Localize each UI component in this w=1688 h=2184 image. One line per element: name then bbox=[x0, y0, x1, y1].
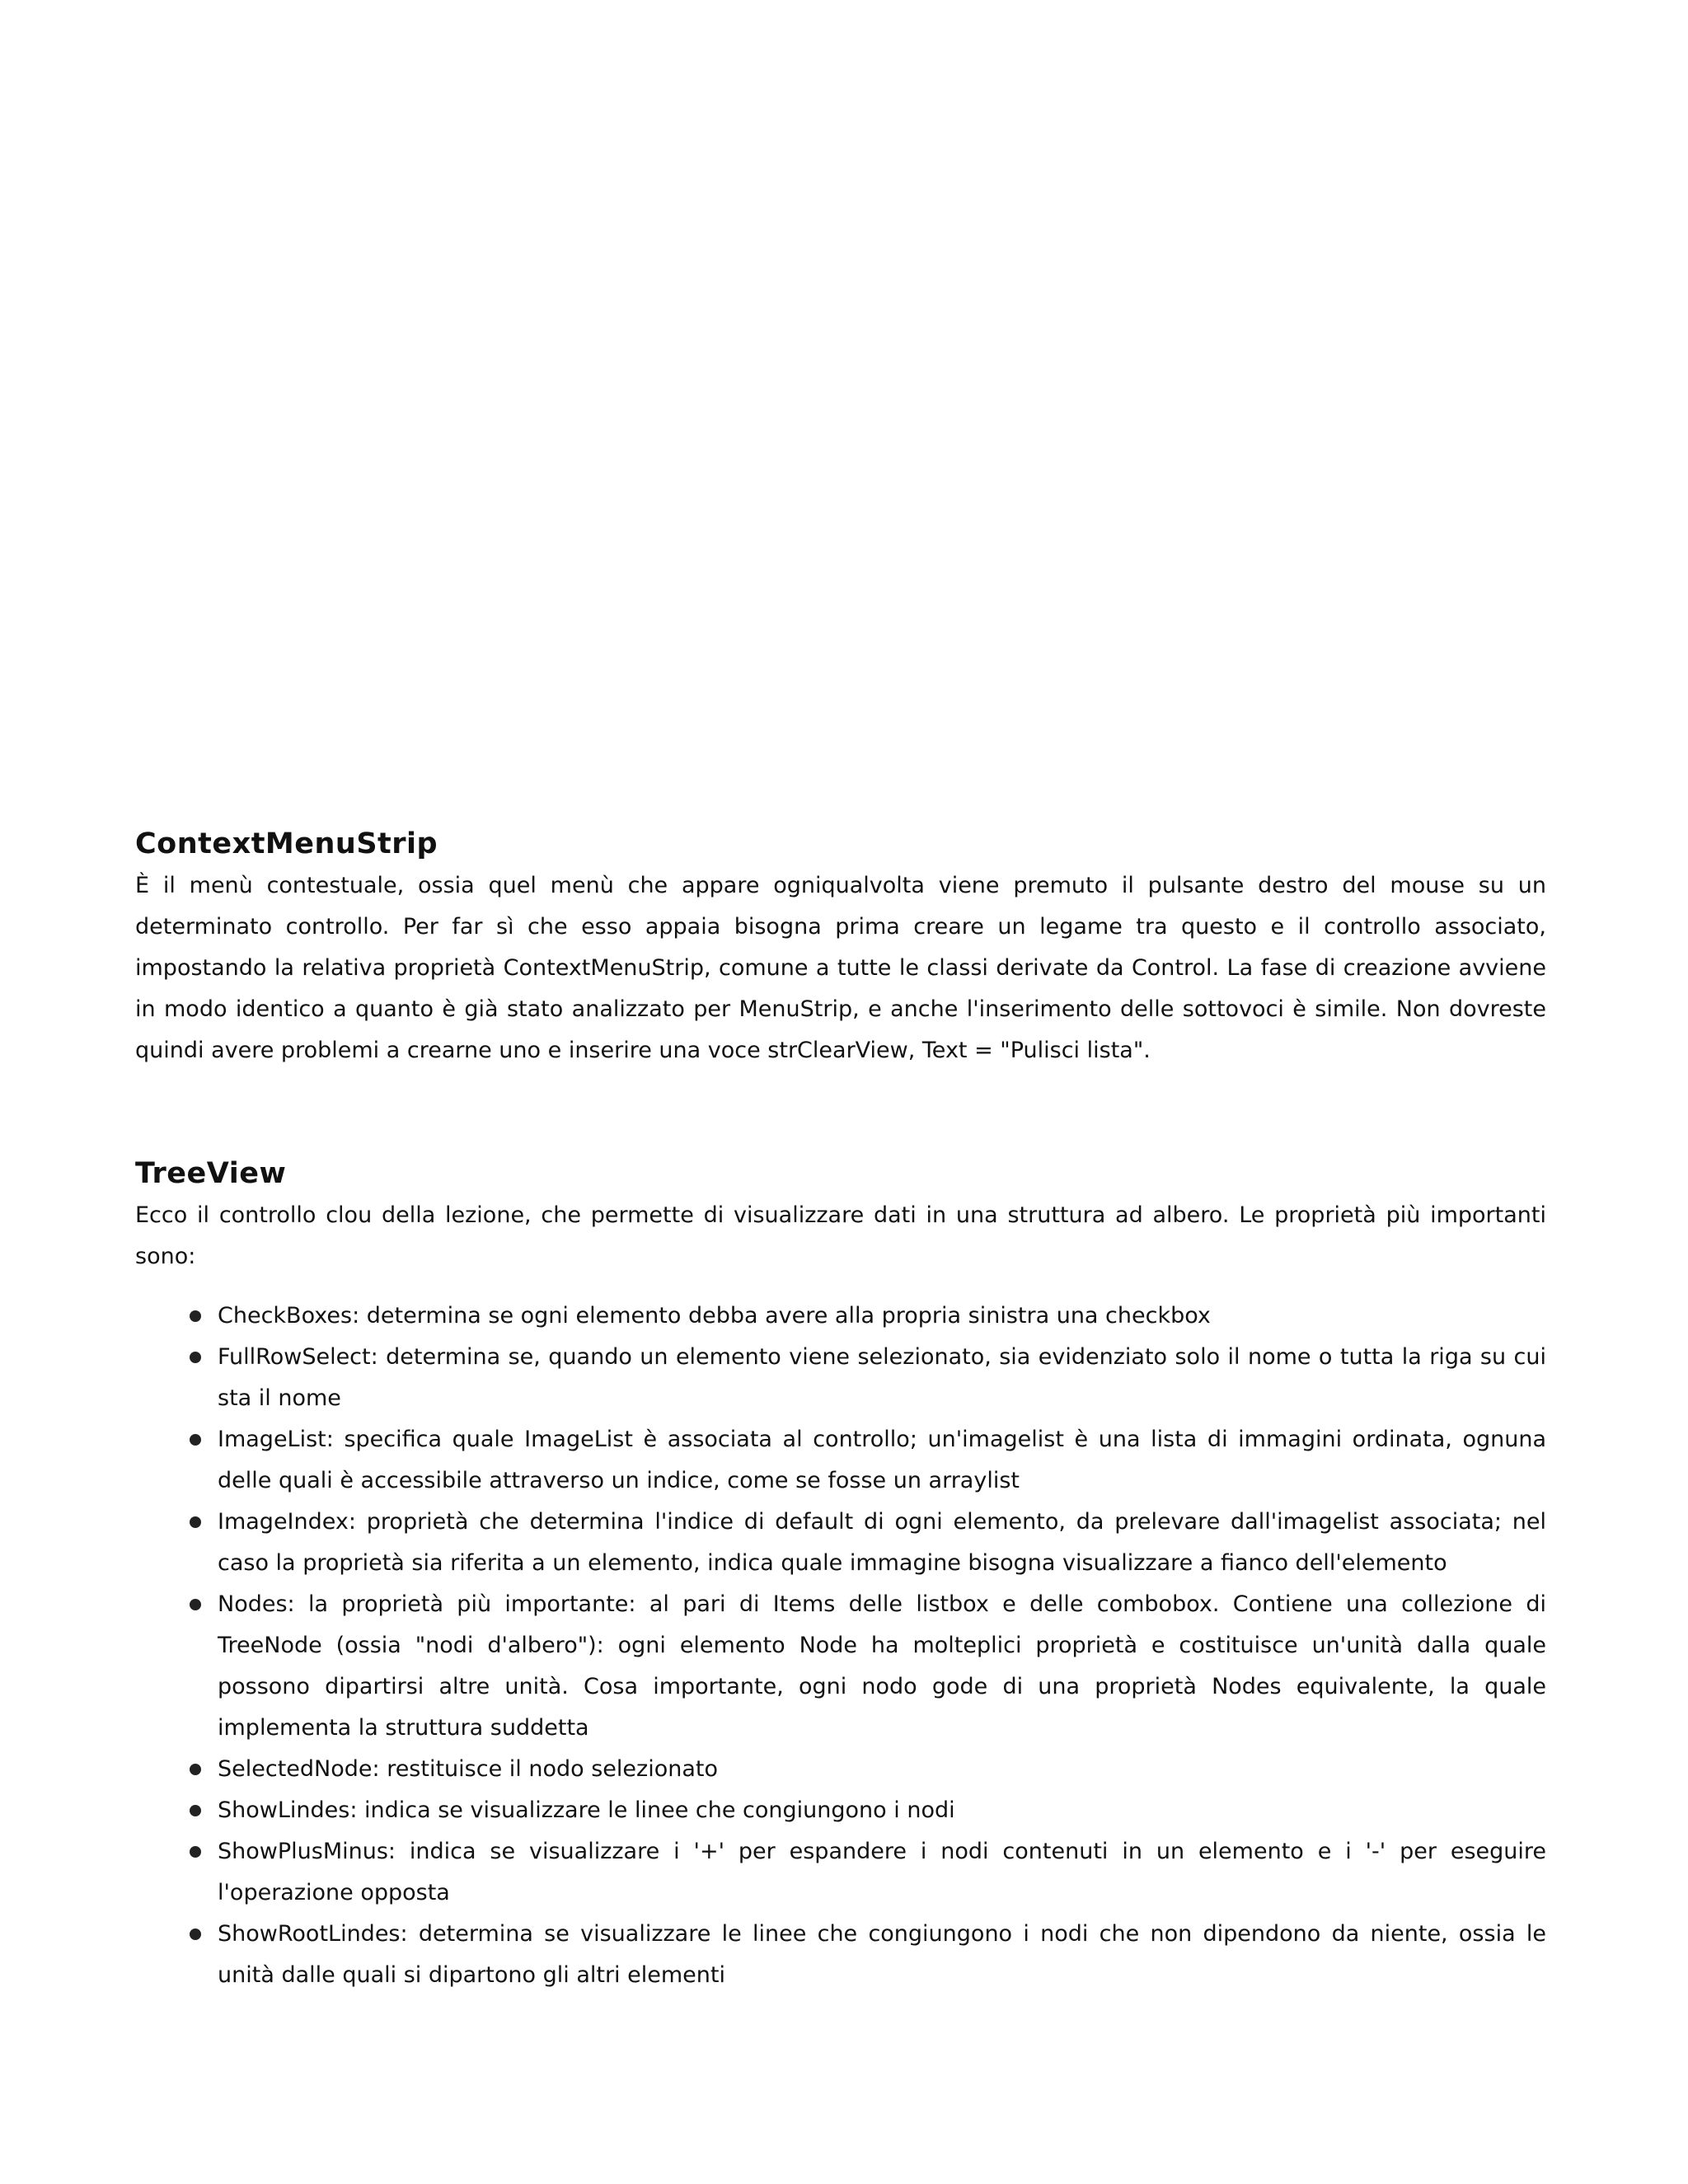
list-item bbox=[218, 1584, 1546, 1749]
bullet-icon bbox=[190, 1516, 201, 1528]
list-item-text: ImageIndex: proprietà che determina l'indice di default di ogni elemento, da prelevare dall'imagelist associata; nel caso la proprietà sia riferita a un elemento, indica quale immagine bisogna visualizzare a fianco dell'elemento bbox=[218, 1509, 1546, 1576]
list-item-text: CheckBoxes: determina se ogni elemento debba avere alla propria sinistra una checkbox bbox=[218, 1303, 1211, 1329]
paragraph-treeview-intro: Ecco il controllo clou della lezione, che permette di visualizzare dati in una struttura ad albero. Le proprietà più importanti sono: bbox=[135, 1202, 1546, 1269]
list-item bbox=[218, 1337, 1546, 1419]
section-title-treeview: TreeView bbox=[135, 1157, 287, 1190]
list-item-text: ShowPlusMinus: indica se visualizzare i '+' per espandere i nodi contenuti in un elemento e i '-' per eseguire l'operazione opposta bbox=[218, 1839, 1546, 1905]
list-item bbox=[218, 1831, 1546, 1914]
list-item-text: FullRowSelect: determina se, quando un elemento viene selezionato, sia evidenziato solo il nome o tutta la riga su cui sta il nome bbox=[218, 1344, 1546, 1411]
list-item-text: Nodes: la proprietà più importante: al pari di Items delle listbox e delle combobox. Contiene una collezione di TreeNode (ossia "nodi d'albero"): ogni elemento Node ha molteplici proprietà e costituisce un'unità dalla quale possono dipartirsi altre unità. Cosa importante, ogni nodo gode di una proprietà Nodes equivalente, la quale implementa la struttura suddetta bbox=[218, 1591, 1546, 1741]
property-list bbox=[135, 1296, 1546, 1996]
list-item bbox=[218, 1790, 1546, 1831]
bullet-icon bbox=[190, 1310, 201, 1322]
list-item bbox=[218, 1419, 1546, 1502]
bullet-icon bbox=[190, 1805, 201, 1816]
bullet-icon bbox=[190, 1434, 201, 1446]
bullet-icon bbox=[190, 1352, 201, 1363]
section-treeview bbox=[135, 1154, 1546, 1996]
bullet-icon bbox=[190, 1846, 201, 1858]
list-item-text: ShowLindes: indica se visualizzare le linee che congiungono i nodi bbox=[218, 1797, 955, 1823]
bullet-icon bbox=[190, 1929, 201, 1940]
list-item bbox=[218, 1914, 1546, 1996]
bullet-icon bbox=[190, 1599, 201, 1610]
list-item-text: ShowRootLindes: determina se visualizzare le linee che congiungono i nodi che non dipendono da niente, ossia le unità dalle quali si dipartono gli altri elementi bbox=[218, 1921, 1546, 1988]
list-item bbox=[218, 1296, 1546, 1337]
document-page bbox=[135, 824, 1546, 1996]
paragraph-contextmenustrip: È il menù contestuale, ossia quel menù che appare ogniqualvolta viene premuto il pulsante destro del mouse su un determinato controllo. Per far sì che esso appaia bisogna prima creare un legame tra questo e il controllo associato, impostando la relativa proprietà ContextMenuStrip, comune a tutte le classi derivate da Control. La fase di creazione avviene in modo identico a quanto è già stato analizzato per MenuStrip, e anche l'inserimento delle sottovoci è simile. Non dovreste quindi avere problemi a crearne uno e inserire una voce strClearView, Text = "Pulisci lista". bbox=[135, 873, 1546, 1063]
list-item-text: ImageList: specifica quale ImageList è associata al controllo; un'imagelist è una lista di immagini ordinata, ognuna delle quali è accessibile attraverso un indice, come se fosse un arraylist bbox=[218, 1427, 1546, 1493]
section-title-contextmenustrip: ContextMenuStrip bbox=[135, 827, 438, 860]
list-item bbox=[218, 1749, 1546, 1790]
section-contextmenustrip bbox=[135, 824, 1546, 1071]
bullet-icon bbox=[190, 1764, 201, 1775]
list-item bbox=[218, 1502, 1546, 1584]
list-item-text: SelectedNode: restituisce il nodo selezionato bbox=[218, 1756, 718, 1782]
